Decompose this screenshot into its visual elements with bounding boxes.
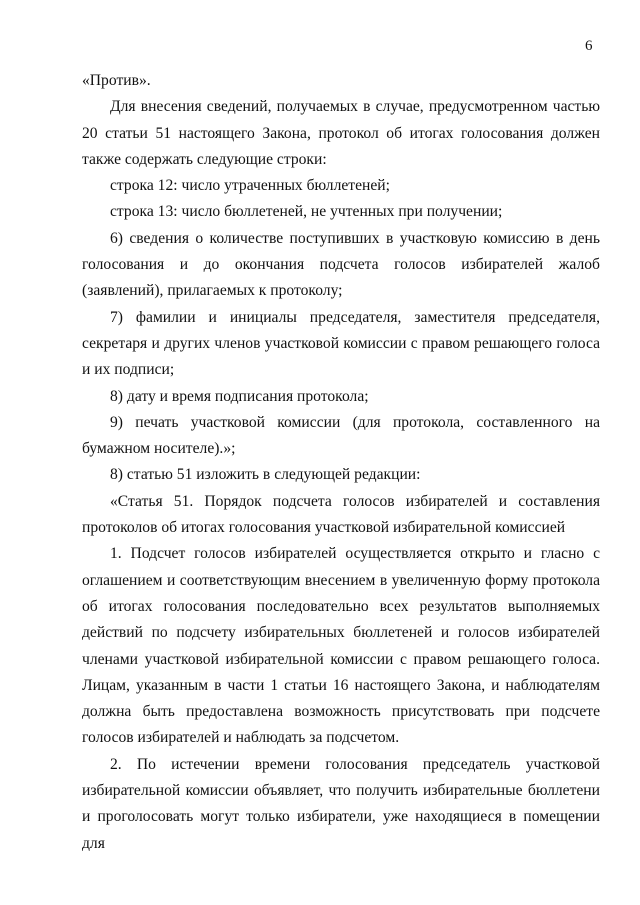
paragraph-article-51-part-1: 1. Подсчет голосов избирателей осуществляется открыто и гласно с оглашением и соответствующим внесением в увеличенную форму протокола об итогах голосования последовательно всех результатов выполняемых действий по подсчету избирательных бюллетеней и голосов избирателей членами участковой избирательной комиссии с правом решающего голоса. Лицам, указанным в части 1 статьи 16 настоящего Закона, и наблюдателям должна быть предоставлена возможность присутствовать при подсчете голосов избирателей и наблюдать за подсчетом. [82,545,600,747]
paragraph-continuation: «Против». [82,72,151,89]
page-number: 6 [585,38,593,54]
paragraph-line-13: строка 13: число бюллетеней, не учтенных при получении; [110,203,503,221]
paragraph-line-12: строка 12: число утраченных бюллетеней; [110,177,390,195]
paragraph-article-51-title: «Статья 51. Порядок подсчета голосов избирателей и составления протоколов об итогах голосования участковой избирательной комиссией [82,492,600,537]
paragraph-item-7: 7) фамилии и инициалы председателя, заместителя председателя, секретаря и других членов участковой комиссии с правом решающего голоса и их подписи; [82,308,600,379]
paragraph-amendment-8: 8) статью 51 изложить в следующей редакции: [110,466,421,484]
document-body [82,68,600,857]
paragraph-protocol-lines-intro: Для внесения сведений, получаемых в случае, предусмотренном частью 20 статьи 51 настоящего Закона, протокол об итогах голосования должен также содержать следующие строки: [82,98,600,168]
paragraph-item-9: 9) печать участковой комиссии (для протокола, составленного на бумажном носителе).»; [82,413,600,458]
paragraph-article-51-part-2: 2. По истечении времени голосования председатель участковой избирательной комиссии объявляет, что получить избирательные бюллетени и проголосовать могут только избиратели, уже находящиеся в помещении для [82,755,600,852]
paragraph-item-8: 8) дату и время подписания протокола; [110,387,369,405]
paragraph-item-6: 6) сведения о количестве поступивших в участковую комиссию в день голосования и до окончания подсчета голосов избирателей жалоб (заявлений), прилагаемых к протоколу; [82,229,600,300]
